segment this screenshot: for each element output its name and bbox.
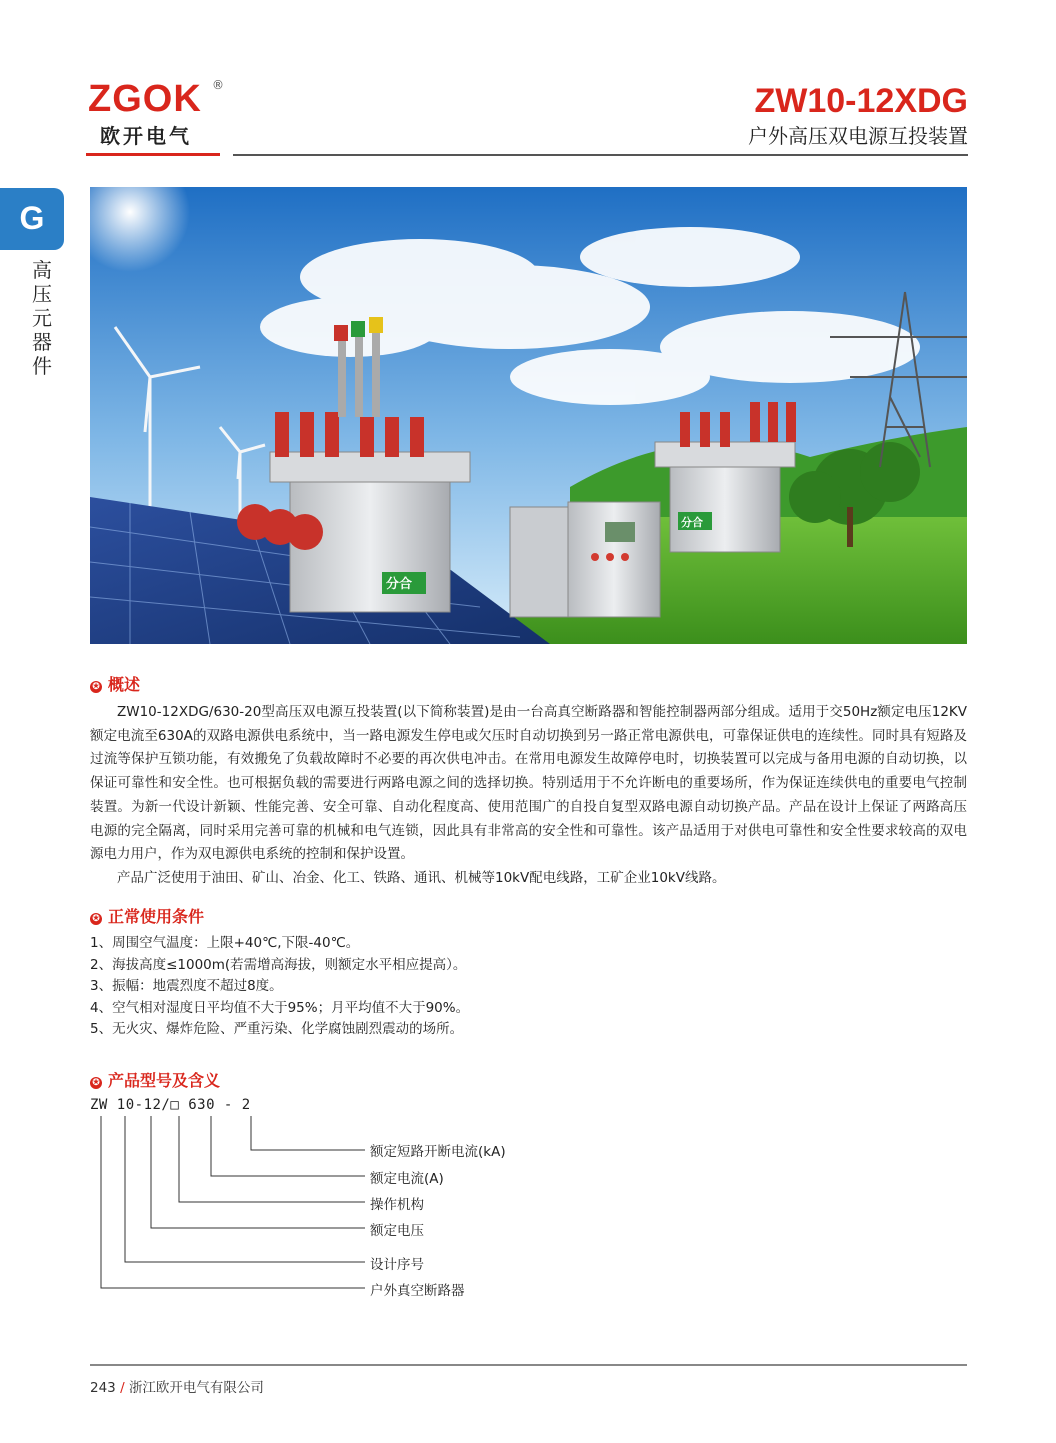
conditions-list [90,933,469,1041]
condition-item: 5、无火灾、爆炸危险、严重污染、化学腐蚀剧烈震动的场所。 [90,1021,464,1037]
overview-paragraph-2: 产品广泛使用于油田、矿山、冶金、化工、铁路、通讯、机械等10kV配电线路，工矿企业10kV线路。 [117,869,726,886]
section-tab-label: 高压元器件 [32,258,52,378]
page-number: 243 [90,1380,116,1396]
condition-item: 1、周围空气温度：上限+40℃,下限-40℃。 [90,935,360,951]
conditions-title: 正常使用条件 [108,907,205,926]
overview-heading [90,672,140,695]
overview-title: 概述 [108,675,141,694]
overview-paragraph-1: ZW10-12XDG/630-20型高压双电源互投装置(以下简称装置)是由一台高真空断路器和智能控制器两部分组成。适用于交50Hz额定电压12KV额定电流至630A的双路电源供电系统中，当一路电源发生停电或欠压时自动切换到另一路正常电源供电，可靠保证供电的连续性。同时具有短路及过流等保护互锁功能，有效搬免了负载故障时不必要的再次供电冲击。在常用电源发生故障停电时，切换装置可以完成与备用电源的自动切换，以保证可靠性和安全性。也可根据负载的需要进行两路电源之间的选择切换。特别适用于不允许断电的重要场所，作为保证连续供电的重要电气控制装置。为新一代设计新颖、性能完善、安全可靠、自动化程度高、使用范围广的自投自复型双路电源自动切换产品。产品在设计上保证了两路高压电源的完全隔离，同时采用完善可靠的机械和电气连锁，因此具有非常高的安全性和可靠性。该产品适用于对供电可靠性和安全性要求较高的双电源电力用户，作为双电源供电系统的控制和保护设置。 [90,704,967,863]
overview-body [90,701,967,891]
company-name: 浙江欧开电气有限公司 [128,1380,264,1396]
logo-underline [86,153,220,156]
left-panel-label: 分合 [386,577,413,592]
right-panel-label: 分合 [681,516,703,529]
footer [90,1376,264,1396]
header-divider [233,154,968,156]
footer-divider [90,1364,967,1366]
legend-label: 户外真空断路器 [370,1283,465,1299]
section-tab-letter: G [19,200,45,236]
condition-item: 2、海拔高度≤1000m(若需增高海拔，则额定水平相应提高）。 [90,956,467,973]
footer-separator: / [120,1380,125,1396]
star-icon: ✪ [90,681,102,693]
model-code: ZW 10-12/□ 630 - 2 [90,1097,251,1113]
product-photo-illustration [90,187,967,644]
legend-label: 额定电流(A) [370,1171,444,1187]
conditions-heading [90,904,204,927]
legend-label: 设计序号 [370,1257,424,1273]
legend-label: 额定短路开断电流(kA) [370,1144,506,1160]
brand-logo: ZGOK [88,78,202,120]
model-heading [90,1068,220,1091]
model-legend-lines [90,1112,380,1302]
legend-label: 额定电压 [370,1223,424,1239]
star-icon: ✪ [90,913,102,925]
product-photo [90,187,967,644]
model-title: ZW10-12XDG [754,82,968,120]
brand-name-cn: 欧开电气 [100,124,192,148]
star-icon: ✪ [90,1077,102,1089]
model-subtitle: 户外高压双电源互投装置 [748,124,968,148]
registered-mark: ® [212,78,224,92]
condition-item: 3、振幅：地震烈度不超过8度。 [90,978,283,994]
legend-label: 操作机构 [370,1197,424,1213]
model-meaning-title: 产品型号及含义 [108,1071,221,1090]
condition-item: 4、空气相对湿度日平均值不大于95%；月平均值不大于90%。 [90,999,470,1016]
